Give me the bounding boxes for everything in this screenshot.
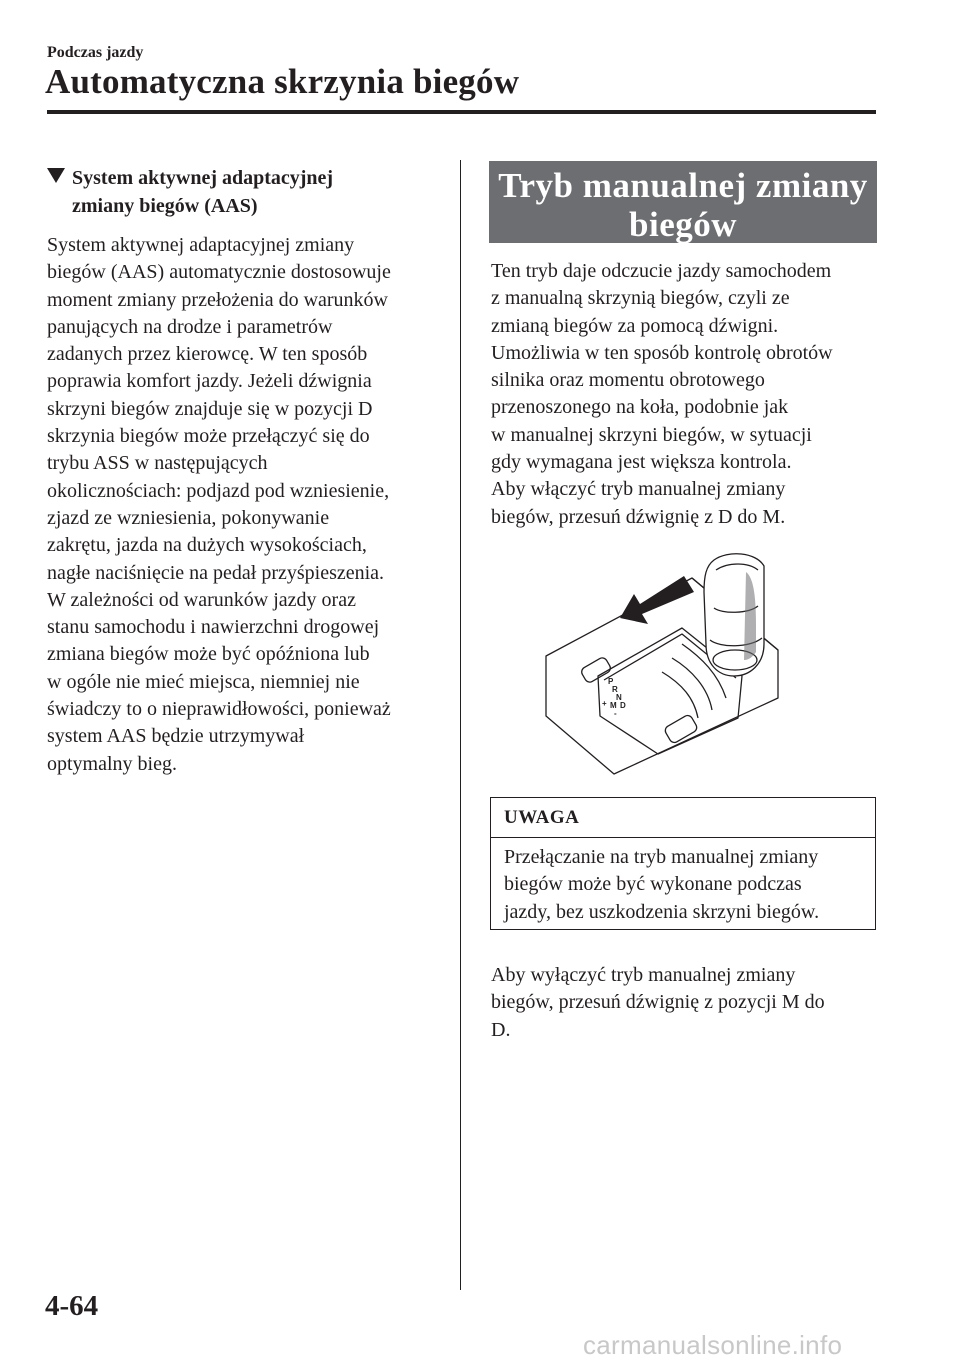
manual-mode-heading	[489, 161, 877, 243]
manual-mode-paragraph: Ten tryb daje odczucie jazdy samochodem z manualną skrzynią biegów, czyli ze zmianą biegów za pomocą dźwigni. Umożliwia w ten sposób kontrolę obrotów silnika oraz momentu obrotowego przenoszonego na koła, podobnie jak w manualnej skrzyni biegów, w sytuacji gdy wymagana jest większa kontrola. Aby włączyć tryb manualnej zmiany biegów, przesuń dźwignię z D do M.	[491, 260, 833, 528]
aas-subheading-line1: System aktywnej adaptacyjnej	[72, 167, 334, 189]
page-title: Automatyczna skrzynia biegów	[45, 62, 520, 101]
page-number: 4-64	[45, 1290, 99, 1322]
note-box	[490, 797, 876, 930]
title-rule	[47, 110, 876, 114]
gate-label-r: R	[612, 685, 618, 694]
gear-shift-lever-icon	[542, 548, 782, 776]
column-divider	[460, 160, 461, 1290]
gate-label-m: M	[610, 701, 617, 710]
gate-label-d: D	[620, 701, 626, 710]
note-title: UWAGA	[491, 798, 875, 838]
aas-paragraph: System aktywnej adaptacyjnej zmiany biegów (AAS) automatycznie dostosowuje moment zmiany przełożenia do warunków panujących na drodze i parametrów zadanych przez kierowcę. W ten sposób poprawia komfort jazdy. Jeżeli dźwignia skrzyni biegów znajduje się w pozycji D skrzynia biegów może przełączyć się do trybu ASS w następujących okolicznościach: podjazd pod wzniesienie, zjazd ze wzniesienia, pokonywanie zakrętu, jazda na dużych wysokościach, nagłe naciśnięcie na pedał przyśpieszenia. W zależności od warunków jazdy oraz stanu samochodu i nawierzchni drogowej zmiana biegów może być opóźniona lub w ogóle nie mieć miejsca, niemniej nie świadczy to o nieprawidłowości, ponieważ system AAS będzie utrzymywał optymalny bieg.	[47, 234, 391, 775]
triangle-marker-icon	[47, 168, 65, 183]
note-body: Przełączanie na tryb manualnej zmiany biegów może być wykonane podczas jazdy, bez uszkodzenia skrzyni biegów.	[504, 846, 820, 923]
watermark: carmanualsonline.info	[583, 1330, 843, 1360]
section-kicker: Podczas jazdy	[47, 44, 144, 61]
aas-subheading-line2: zmiany biegów (AAS)	[72, 195, 258, 217]
gate-label-plus: +	[602, 699, 607, 708]
aas-subheading	[47, 164, 447, 220]
manual-mode-heading-line2: biegów	[629, 205, 737, 244]
gate-label-minus: -	[614, 709, 617, 718]
gate-label-p: P	[608, 677, 614, 686]
exit-manual-paragraph: Aby wyłączyć tryb manualnej zmiany biegów, przesuń dźwignię z pozycji M do D.	[491, 964, 825, 1041]
gate-label-n: N	[616, 693, 622, 702]
manual-mode-heading-line1: Tryb manualnej zmiany	[498, 166, 868, 205]
